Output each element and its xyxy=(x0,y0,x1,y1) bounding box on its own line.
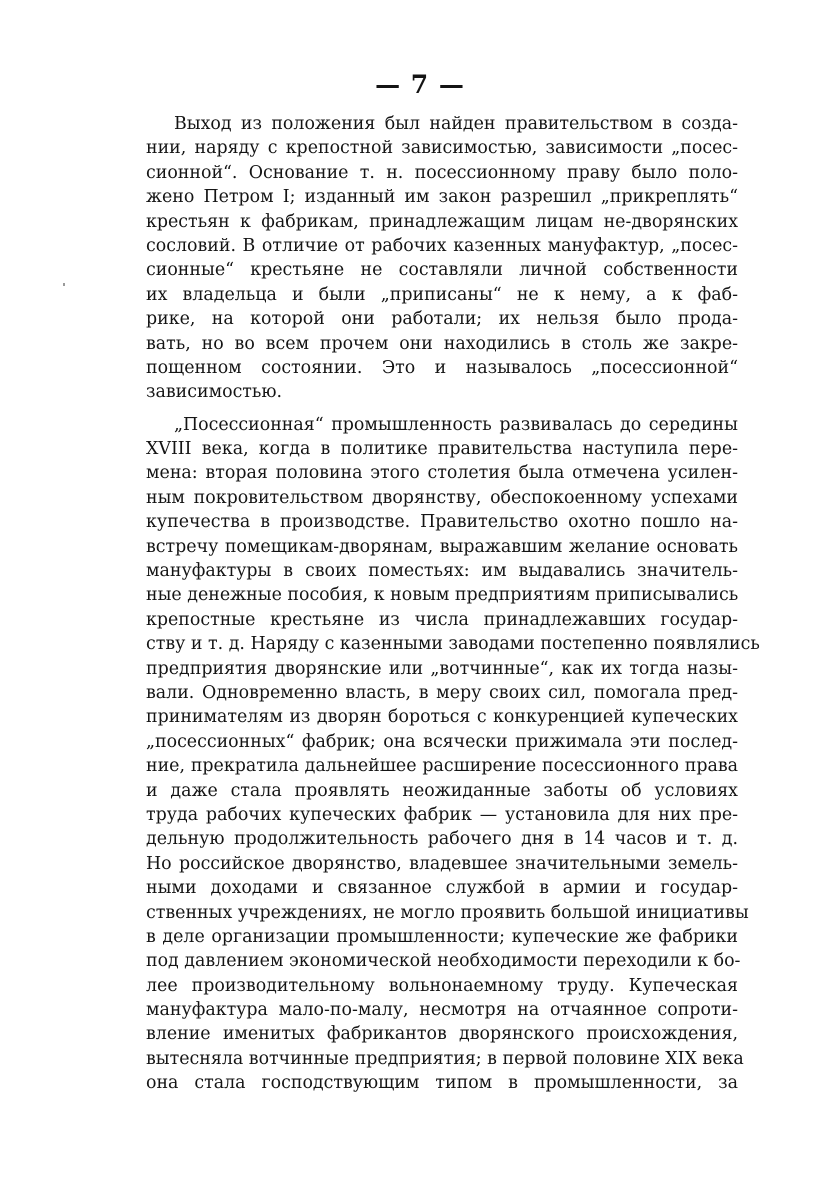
text-line: в деле организации промышленности; купеческие же фабрики xyxy=(146,926,738,947)
text-line: XVIII века, когда в политике правительства наступила пере- xyxy=(146,439,738,460)
text-line: ние, прекратила дальнейшее расширение посессионного права xyxy=(146,756,738,777)
text-line: пощенном состоянии. Это и называлось „посессионной“ xyxy=(146,357,738,378)
text-line: предприятия дворянские или „вотчинные“, как их тогда назы- xyxy=(146,658,738,679)
text-line: сионные“ крестьяне не составляли личной собственности xyxy=(146,260,738,281)
body-text xyxy=(146,112,760,1096)
text-line: мануфактура мало-по-малу, несмотря на отчаянное сопроти- xyxy=(146,1000,738,1021)
text-line: „посессионных“ фабрик; она всячески прижимала эти послед- xyxy=(146,731,738,752)
margin-speck xyxy=(63,283,65,286)
text-line: зависимостью. xyxy=(146,382,283,403)
text-line: крепостные крестьяне из числа принадлежавших государ- xyxy=(146,609,738,630)
page-number: — 7 — xyxy=(375,70,465,99)
text-line: вать, но во всем прочем они находились в столь же закре- xyxy=(146,333,738,354)
text-line: лее производительному вольнонаемному труду. Купеческая xyxy=(146,975,738,996)
text-line: купечества в производстве. Правительство охотно пошло на- xyxy=(146,512,738,533)
text-line: ственных учреждениях, не могло проявить большой инициативы xyxy=(146,902,749,923)
text-line: мена: вторая половина этого столетия была отмечена усилен- xyxy=(146,463,738,484)
text-line: ные денежные пособия, к новым предприятиям приписывались xyxy=(146,585,739,606)
paragraph-1 xyxy=(146,112,738,405)
text-line: Но российское дворянство, владевшее значительными земель- xyxy=(146,853,738,874)
text-line: крестьян к фабрикам, принадлежащим лицам не-дворянских xyxy=(146,211,738,232)
text-line: рике, на которой они работали; их нельзя было прода- xyxy=(146,309,738,330)
text-line: вление именитых фабрикантов дворянского происхождения, xyxy=(146,1024,738,1045)
text-line: сословий. В отличие от рабочих казенных мануфактур, „посес- xyxy=(146,235,738,256)
text-line: вытесняла вотчинные предприятия; в первой половине XIX века xyxy=(146,1048,744,1069)
text-line: ным покровительством дворянству, обеспокоенному успехами xyxy=(146,487,738,508)
text-line: сионной“. Основание т. н. посессионному праву было поло- xyxy=(146,162,738,183)
text-line: под давлением экономической необходимости переходили к бо- xyxy=(146,951,741,972)
text-line: „Посессионная“ промышленность развивалась до середины xyxy=(174,414,738,435)
text-line: она стала господствующим типом в промышленности, за xyxy=(146,1073,738,1094)
paragraph-2 xyxy=(146,413,760,1096)
text-line: Выход из положения был найден правительством в созда- xyxy=(174,114,738,134)
text-line: мануфактуры в своих поместьях: им выдавались значитель- xyxy=(146,561,738,582)
text-line: труда рабочих купеческих фабрик — установила для них пре- xyxy=(146,804,738,825)
text-line: нии, наряду с крепостной зависимостью, зависимости „посес- xyxy=(146,138,738,159)
text-line: ству и т. д. Наряду с казенными заводами постепенно появлялись xyxy=(146,634,760,655)
paragraph-gap xyxy=(146,405,738,413)
text-line: вали. Одновременно власть, в меру своих сил, помогала пред- xyxy=(146,682,738,703)
text-line: и даже стала проявлять неожиданные заботы об условиях xyxy=(146,780,738,801)
text-line: ными доходами и связанное службой в армии и государ- xyxy=(146,878,738,899)
text-line: их владельца и были „приписаны“ не к нему, а к фаб- xyxy=(146,284,738,305)
text-line: дельную продолжительность рабочего дня в 14 часов и т. д. xyxy=(146,829,738,850)
text-line: встречу помещикам-дворянам, выражавшим желание основать xyxy=(146,536,738,557)
text-line: принимателям из дворян бороться с конкуренцией купеческих xyxy=(146,707,738,728)
text-line: жено Петром I; изданный им закон разрешил „прикреплять“ xyxy=(146,187,738,208)
